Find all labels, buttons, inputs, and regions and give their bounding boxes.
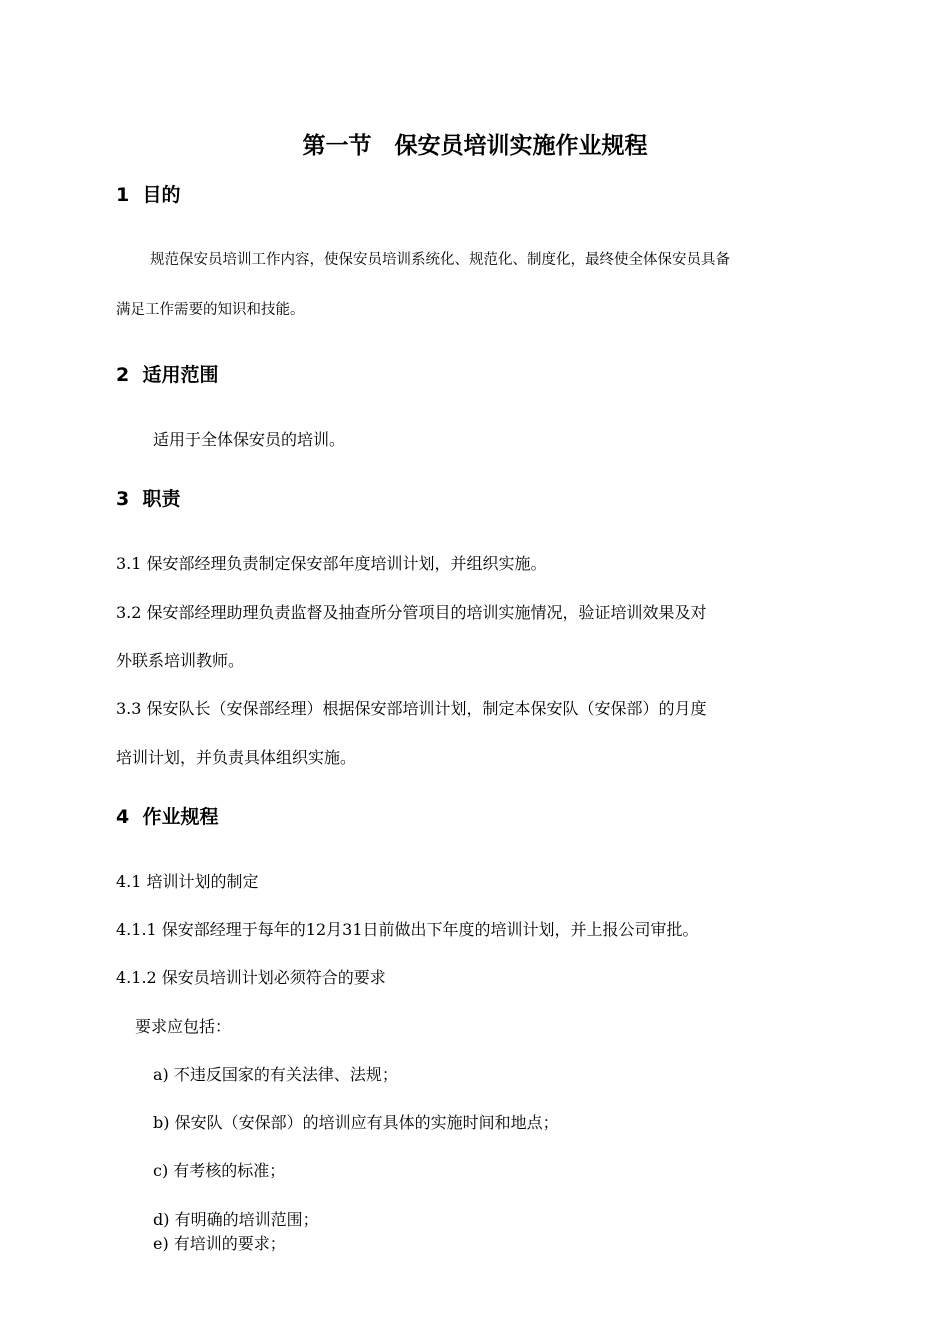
paragraph-line: 4.1.2 保安员培训计划必须符合的要求 <box>116 968 386 987</box>
section-heading-purpose: 1 目的 <box>116 184 181 206</box>
paragraph-line: 外联系培训教师。 <box>116 651 245 670</box>
paragraph-line: 要求应包括： <box>135 1017 232 1036</box>
paragraph-line: 4.1.1 保安部经理于每年的12月31日前做出下年度的培训计划，并上报公司审批。 <box>116 920 699 939</box>
list-item: d) 有明确的培训范围； <box>153 1210 319 1229</box>
paragraph-line: 3.3 保安队长（安保部经理）根据保安部培训计划，制定本保安队（安保部）的月度 <box>116 699 707 718</box>
paragraph-line: 满足工作需要的知识和技能。 <box>116 302 305 318</box>
section-heading-responsibilities: 3 职责 <box>116 488 181 510</box>
list-item: e) 有培训的要求； <box>153 1234 286 1253</box>
list-item: a) 不违反国家的有关法律、法规； <box>153 1065 398 1084</box>
paragraph-line: 适用于全体保安员的培训。 <box>153 430 346 449</box>
paragraph-line: 4.1 培训计划的制定 <box>116 872 259 891</box>
paragraph-line: 3.2 保安部经理助理负责监督及抽查所分管项目的培训实施情况，验证培训效果及对 <box>116 603 707 622</box>
paragraph-line: 培训计划，并负责具体组织实施。 <box>116 748 357 767</box>
section-heading-procedures: 4 作业规程 <box>116 806 219 828</box>
paragraph-line: 3.1 保安部经理负责制定保安部年度培训计划，并组织实施。 <box>116 554 547 573</box>
document-title: 第一节 保安员培训实施作业规程 <box>302 133 648 159</box>
list-item: b) 保安队（安保部）的培训应有具体的实施时间和地点； <box>153 1113 559 1132</box>
section-heading-scope: 2 适用范围 <box>116 364 219 386</box>
paragraph-line: 规范保安员培训工作内容，使保安员培训系统化、规范化、制度化，最终使全体保安员具备 <box>150 252 730 268</box>
list-item: c) 有考核的标准； <box>153 1161 286 1180</box>
